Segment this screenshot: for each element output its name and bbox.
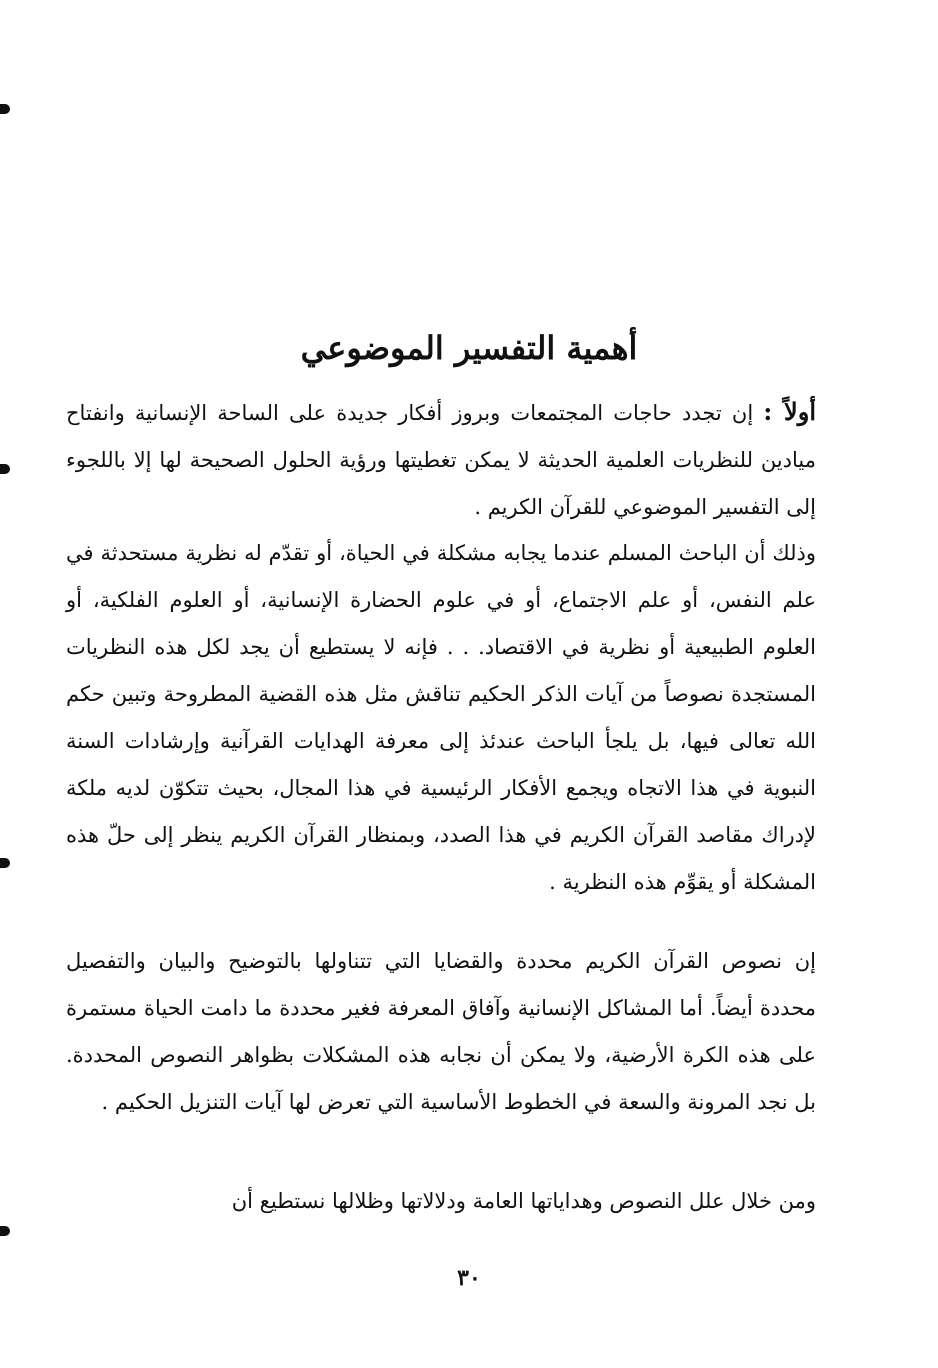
paragraph-text: إن تجدد حاجات المجتمعات وبروز أفكار جديدة على الساحة الإنسانية وانفتاح ميادين للنظريات العلمية الحديثة لا يمكن تغطيتها ورؤية الحلول الصحيحة لها إلا باللجوء إلى التفسير الموضوعي للقرآن الكريم . bbox=[66, 401, 816, 519]
page-title: أهمية التفسير الموضوعي bbox=[300, 329, 638, 367]
paragraph-4: ومن خلال علل النصوص وهداياتها العامة ودلالاتها وظلالها نستطيع أن bbox=[231, 1189, 816, 1213]
paragraph-2: وذلك أن الباحث المسلم عندما يجابه مشكلة في الحياة، أو تقدّم له نظرية مستحدثة في علم النفس، أو علم الاجتماع، أو في علوم الحضارة الإنسانية، أو العلوم الفلكية، أو العلوم الطبيعية أو نظرية في الاقتصاد. . . فإنه لا يستطيع أن يجد لكل هذه النظريات المستجدة نصوصاً من آيات الذكر الحكيم تناقش مثل هذه القضية المطروحة وتبين حكم الله تعالى فيها، بل يلجأ الباحث عندئذ إلى معرفة الهدايات القرآنية وإرشادات السنة النبوية في هذا الاتجاه ويجمع الأفكار الرئيسية في هذا المجال، بحيث تتكوّن لديه ملكة لإدراك مقاصد القرآن الكريم في هذا الصدد، وبمنظار القرآن الكريم ينظر إلى حلّ هذه المشكلة أو يقوِّم هذه النظرية . bbox=[66, 541, 816, 894]
scan-edge-mark bbox=[0, 464, 10, 474]
paragraph-3: إن نصوص القرآن الكريم محددة والقضايا التي تتناولها بالتوضيح والبيان والتفصيل محددة أيضاً. أما المشاكل الإنسانية وآفاق المعرفة فغير محددة ما دامت الحياة مستمرة على هذه الكرة الأرضية، ولا يمكن أن نجابه هذه المشكلات بظواهر النصوص المحددة. بل نجد المرونة والسعة في الخطوط الأساسية التي تعرض لها آيات التنزيل الحكيم . bbox=[66, 949, 816, 1114]
page-number: ٣٠ bbox=[457, 1265, 481, 1291]
scan-edge-mark bbox=[0, 104, 10, 114]
scan-edge-mark bbox=[0, 1226, 10, 1236]
scan-edge-mark bbox=[0, 858, 10, 868]
paragraph-1 bbox=[66, 388, 816, 531]
paragraph-lead: أولاً : bbox=[763, 397, 816, 426]
